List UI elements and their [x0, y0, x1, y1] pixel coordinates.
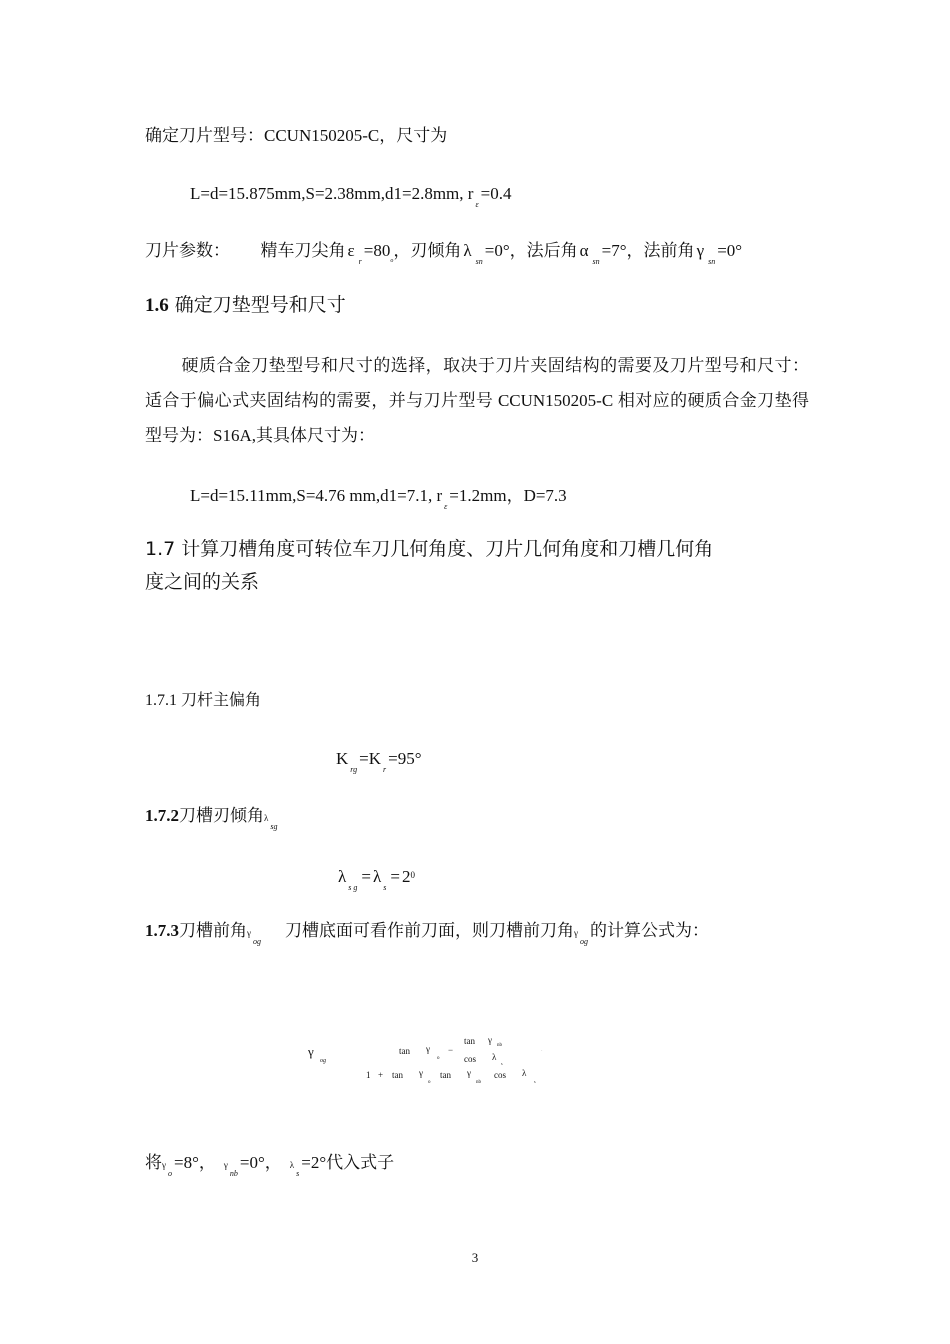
formula-lambda: λ	[492, 1052, 497, 1062]
heading-1-7-1	[145, 690, 261, 712]
gamma-symbol: γ	[247, 928, 251, 938]
formula-one: 1	[366, 1070, 371, 1080]
heading-1-7-3-text-end: 的计算公式为：	[589, 921, 709, 940]
epsilon-subscript: ε	[444, 502, 448, 511]
subst-label: 将	[145, 1153, 162, 1172]
heading-1-7-1-text: 1.7.1 刀杆主偏角	[145, 692, 262, 709]
substitution-line	[145, 1152, 394, 1177]
subst-lambda-value: =2°代入式子	[301, 1153, 395, 1172]
equation-inclination	[338, 866, 415, 891]
alpha-symbol: α	[579, 241, 589, 260]
formula-tan: tan	[399, 1046, 410, 1056]
epsilon-symbol: ε	[347, 241, 355, 260]
formula-dot: ·	[541, 1049, 543, 1054]
equals-sign: =	[361, 867, 371, 886]
formula-tan-nb: tan	[464, 1036, 475, 1046]
gamma-symbol: γ	[162, 1160, 166, 1170]
heading-1-7-line1: 1.7 计算刀槽角度可转位车刀几何角度、刀片几何角度和刀槽几何角	[145, 538, 714, 560]
formula-gamma-o: γ	[426, 1044, 430, 1054]
sub-r: r	[358, 257, 362, 266]
equals-sign: =	[390, 867, 400, 886]
lambda-symbol: λ	[463, 241, 472, 260]
formula-gamma-o2: γ	[419, 1068, 423, 1078]
sub-nb: nb	[229, 1169, 238, 1178]
params-incl-label: ，刃倾角	[393, 241, 462, 260]
formula-plus: +	[378, 1070, 384, 1080]
sub-s: s	[383, 883, 387, 892]
rake-angle-formula	[300, 1030, 560, 1090]
formula-lambda-2: λ	[522, 1068, 527, 1078]
sub-sn: sn	[475, 257, 483, 266]
shim-dimensions-line	[190, 485, 567, 510]
shim-dims-value: =1.2mm，D=7.3	[449, 486, 567, 505]
heading-1-7-2-text: 刀槽刃倾角	[179, 806, 264, 825]
eq-value: =95°	[388, 749, 422, 768]
formula-sub-s2: s	[534, 1079, 536, 1084]
formula-cos-2: cos	[494, 1070, 506, 1080]
params-tip-angle-label: 精车刀尖角	[260, 241, 346, 260]
formula-sub-s: s	[501, 1061, 503, 1066]
sub-o: o	[167, 1169, 172, 1178]
sub-sn: sn	[708, 257, 716, 266]
params-rake-label: =7°，法前角	[601, 241, 695, 260]
gamma-symbol: γ	[573, 928, 578, 938]
formula-minus: −	[448, 1045, 454, 1055]
sub-sg: s g	[348, 883, 358, 892]
sub-og: og	[252, 937, 261, 946]
sub-r: r	[382, 765, 387, 774]
gamma-symbol: γ	[223, 1160, 228, 1170]
formula-sub-og: og	[320, 1058, 326, 1064]
page-number: 3	[471, 1250, 479, 1265]
heading-1-6	[145, 294, 346, 317]
heading-1-7-2	[145, 805, 280, 830]
lambda-symbol: λ	[338, 867, 347, 886]
degree-mark: 0	[410, 870, 415, 880]
formula-sub-o2: o	[428, 1080, 431, 1085]
params-clearance-label: =0°，法后角	[484, 241, 578, 260]
insert-dimensions-line	[190, 183, 511, 208]
shim-dims-text: L=d=15.11mm,S=4.76 mm,d1=7.1, r	[190, 486, 443, 505]
heading-1-7-line2: 度之间的关系	[145, 571, 260, 593]
params-label: 刀片参数：	[145, 241, 230, 260]
subst-gamma-nb-value: =0°，	[239, 1153, 282, 1172]
heading-1-7-2-number: 1.7.2	[145, 806, 179, 825]
epsilon-subscript: ε	[475, 200, 479, 209]
gamma-symbol: γ	[696, 241, 705, 260]
formula-sub-nb: nb	[497, 1043, 502, 1048]
heading-1-7-3-text: 刀槽底面可看作前刀面，则刀槽前刀角	[284, 921, 574, 940]
formula-tan-2: tan	[392, 1070, 403, 1080]
insert-params-line	[145, 240, 742, 266]
heading-1-7-3-label: 刀槽前角	[179, 921, 247, 940]
formula-cos: cos	[464, 1054, 476, 1064]
subst-gamma-o-value: =8°，	[173, 1153, 216, 1172]
formula-gamma-nb: γ	[488, 1035, 492, 1045]
degree-mark: o	[390, 258, 394, 264]
equation-lead-angle	[336, 748, 422, 773]
eq-k: K	[336, 749, 349, 768]
lambda-symbol: λ	[289, 1160, 295, 1170]
heading-1-7-3	[145, 920, 709, 945]
eq-k2: =K	[359, 749, 381, 768]
sub-og: og	[579, 937, 588, 946]
shim-paragraph-text: 硬质合金刀垫型号和尺寸的选择，取决于刀片夹固结构的需要及刀片型号和尺寸：适合于偏心式夹固结构的需要，并与刀片型号 CCUN150205-C 相对应的硬质合金刀垫得型号为：S16A,其具体尺寸为：	[145, 356, 809, 445]
insert-dims-text: L=d=15.875mm,S=2.38mm,d1=2.8mm, r	[190, 184, 474, 203]
params-tip-angle-value: =80	[363, 241, 391, 260]
params-rake-value: =0°	[717, 241, 743, 260]
lambda-symbol: λ	[264, 813, 269, 823]
heading-1-6-number: 1.6	[145, 295, 169, 316]
sub-sn: sn	[592, 257, 600, 266]
heading-1-7-3-number: 1.7.3	[145, 921, 179, 940]
formula-sub-o: o	[437, 1056, 440, 1061]
sub-s: s	[296, 1169, 300, 1178]
insert-dims-value: =0.4	[480, 184, 512, 203]
eq2-value: 2	[401, 867, 411, 886]
sub-sg: sg	[270, 822, 278, 831]
formula-tan-3: tan	[440, 1070, 451, 1080]
shim-paragraph	[145, 348, 809, 453]
sub-rg: rg	[350, 765, 358, 774]
heading-1-6-text: 确定刀垫型号和尺寸	[174, 294, 346, 316]
insert-model-line: 确定刀片型号：CCUN150205-C，尺寸为	[145, 126, 448, 145]
lambda-symbol: λ	[372, 867, 382, 886]
formula-gamma-nb2: γ	[467, 1068, 471, 1078]
formula-sub-nb2: nb	[476, 1080, 481, 1085]
formula-gamma: γ	[308, 1044, 314, 1059]
